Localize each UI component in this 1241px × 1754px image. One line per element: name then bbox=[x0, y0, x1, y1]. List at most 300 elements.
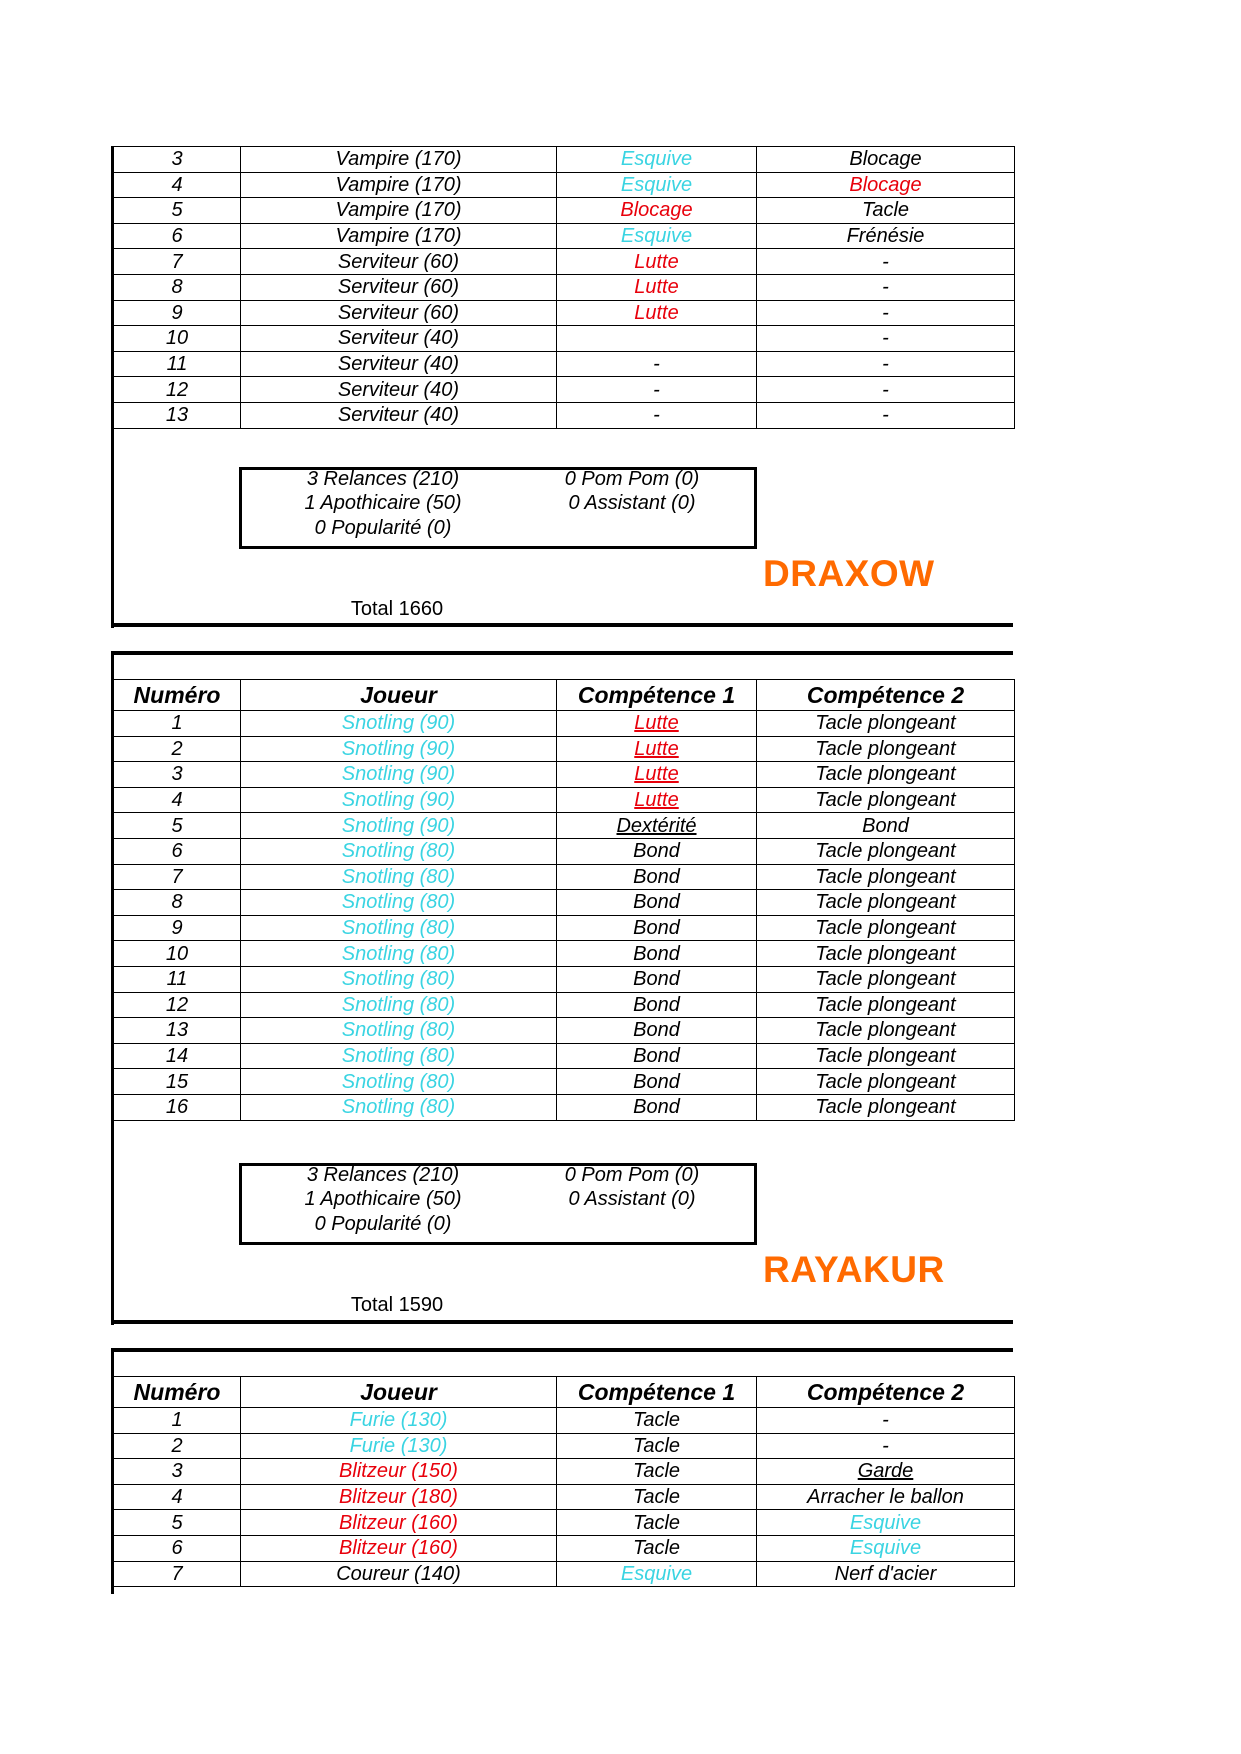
skill-1: Tacle bbox=[632, 1460, 681, 1483]
skill-1-cell bbox=[557, 172, 757, 198]
header-competence-2: Compétence 2 bbox=[757, 680, 1015, 711]
skill-1-cell bbox=[557, 198, 757, 224]
player-number-cell bbox=[113, 864, 241, 890]
skill-1-cell bbox=[557, 1561, 757, 1587]
skill-2: Garde bbox=[857, 1460, 914, 1483]
player-name-cell bbox=[241, 736, 557, 762]
table-row bbox=[113, 1043, 1015, 1069]
team-name: RAYAKUR bbox=[763, 1249, 945, 1290]
table-row bbox=[113, 890, 1015, 916]
skill-2: Tacle plongeant bbox=[815, 840, 956, 863]
skill-2: Tacle plongeant bbox=[815, 763, 956, 786]
player-number: 5 bbox=[171, 199, 183, 222]
skill-2-cell bbox=[757, 223, 1015, 249]
skill-1: Tacle bbox=[632, 1511, 681, 1534]
player-number-cell bbox=[113, 915, 241, 941]
staff-popularite: 0 Popularité (0) bbox=[314, 517, 452, 539]
skill-1: - bbox=[653, 404, 660, 427]
skill-1: Bond bbox=[633, 1096, 680, 1119]
player-number-cell bbox=[113, 1510, 241, 1536]
player-name: Snotling (80) bbox=[341, 942, 456, 965]
player-number-cell bbox=[113, 941, 241, 967]
player-name: Coureur (140) bbox=[336, 1562, 461, 1585]
skill-2: Tacle plongeant bbox=[815, 1070, 956, 1093]
skill-1-cell bbox=[557, 992, 757, 1018]
player-number: 8 bbox=[171, 276, 183, 299]
staff-assistant: 0 Assistant (0) bbox=[568, 1188, 696, 1210]
skill-2-cell bbox=[757, 762, 1015, 788]
player-number-cell bbox=[113, 966, 241, 992]
table-row bbox=[113, 711, 1015, 737]
player-number: 1 bbox=[171, 712, 183, 735]
table-row bbox=[113, 274, 1015, 300]
player-number: 12 bbox=[165, 993, 189, 1016]
table-row bbox=[113, 1018, 1015, 1044]
skill-1-cell bbox=[557, 1018, 757, 1044]
table-row bbox=[113, 1561, 1015, 1587]
player-number-cell bbox=[113, 249, 241, 275]
player-name-cell bbox=[241, 351, 557, 377]
player-name: Snotling (90) bbox=[341, 814, 456, 837]
player-number: 10 bbox=[165, 942, 189, 965]
player-number: 11 bbox=[166, 968, 188, 991]
player-name-cell bbox=[241, 864, 557, 890]
roster-table bbox=[111, 146, 1015, 429]
player-number-cell bbox=[113, 1433, 241, 1459]
skill-2-cell bbox=[757, 711, 1015, 737]
skill-2-cell bbox=[757, 864, 1015, 890]
skill-2-cell bbox=[757, 787, 1015, 813]
player-name-cell bbox=[241, 147, 557, 173]
skill-2-cell bbox=[757, 915, 1015, 941]
skill-1: Esquive bbox=[620, 1562, 693, 1585]
skill-1: Esquive bbox=[620, 148, 693, 171]
player-name: Blitzeur (180) bbox=[339, 1486, 458, 1509]
player-name-cell bbox=[241, 787, 557, 813]
skill-2-cell bbox=[757, 147, 1015, 173]
skill-1: Tacle bbox=[632, 1409, 681, 1432]
skill-1-cell bbox=[557, 1535, 757, 1561]
player-name: Serviteur (40) bbox=[337, 404, 460, 427]
player-name: Snotling (90) bbox=[341, 789, 456, 812]
player-name-cell bbox=[241, 1561, 557, 1587]
player-name: Serviteur (60) bbox=[337, 250, 460, 273]
player-name: Vampire (170) bbox=[335, 148, 462, 171]
player-name-cell bbox=[241, 1069, 557, 1095]
table-row bbox=[113, 326, 1015, 352]
player-number: 4 bbox=[171, 173, 183, 196]
table-row bbox=[113, 147, 1015, 173]
skill-1: Dextérité bbox=[616, 814, 697, 837]
skill-2: Tacle plongeant bbox=[815, 1096, 956, 1119]
skill-2-cell bbox=[757, 1510, 1015, 1536]
player-number: 5 bbox=[171, 1511, 183, 1534]
player-number-cell bbox=[113, 198, 241, 224]
table-row bbox=[113, 402, 1015, 428]
player-name: Serviteur (40) bbox=[337, 353, 460, 376]
table-row bbox=[113, 966, 1015, 992]
player-name: Snotling (80) bbox=[341, 1045, 456, 1068]
skill-1: Tacle bbox=[632, 1537, 681, 1560]
staff-assistant: 0 Assistant (0) bbox=[568, 492, 696, 514]
player-number-cell bbox=[113, 838, 241, 864]
staff-apothicaire: 1 Apothicaire (50) bbox=[304, 1188, 462, 1210]
section-top-border bbox=[111, 1348, 1013, 1352]
skill-1: Esquive bbox=[620, 225, 693, 248]
player-number-cell bbox=[113, 787, 241, 813]
player-name: Vampire (170) bbox=[335, 199, 462, 222]
player-number-cell bbox=[113, 377, 241, 403]
player-number-cell bbox=[113, 300, 241, 326]
table-row bbox=[113, 787, 1015, 813]
skill-1-cell bbox=[557, 300, 757, 326]
skill-2: Tacle plongeant bbox=[815, 891, 956, 914]
skill-2: - bbox=[882, 276, 889, 299]
player-name: Serviteur (40) bbox=[337, 378, 460, 401]
player-number: 13 bbox=[165, 1019, 189, 1042]
skill-1-cell bbox=[557, 966, 757, 992]
table-row bbox=[113, 1484, 1015, 1510]
player-number-cell bbox=[113, 992, 241, 1018]
staff-apothicaire: 1 Apothicaire (50) bbox=[304, 492, 462, 514]
player-name: Snotling (80) bbox=[341, 1019, 456, 1042]
player-name-cell bbox=[241, 1408, 557, 1434]
table-row bbox=[113, 172, 1015, 198]
table-row bbox=[113, 249, 1015, 275]
table-row bbox=[113, 992, 1015, 1018]
skill-2: - bbox=[882, 1409, 889, 1432]
skill-2-cell bbox=[757, 1535, 1015, 1561]
player-name: Snotling (80) bbox=[341, 865, 456, 888]
table-row bbox=[113, 1094, 1015, 1120]
skill-1: Bond bbox=[633, 891, 680, 914]
player-name: Snotling (80) bbox=[341, 1096, 456, 1119]
skill-2: Tacle bbox=[861, 199, 910, 222]
player-name: Snotling (80) bbox=[341, 891, 456, 914]
player-number: 6 bbox=[171, 1537, 183, 1560]
player-number: 11 bbox=[166, 353, 188, 376]
player-name-cell bbox=[241, 1018, 557, 1044]
table-row bbox=[113, 864, 1015, 890]
table-row bbox=[113, 736, 1015, 762]
skill-2-cell bbox=[757, 198, 1015, 224]
staff-pompom: 0 Pom Pom (0) bbox=[564, 468, 700, 490]
skill-2-cell bbox=[757, 736, 1015, 762]
skill-1-cell bbox=[557, 1484, 757, 1510]
player-number: 3 bbox=[171, 763, 183, 786]
skill-1-cell bbox=[557, 377, 757, 403]
skill-2: - bbox=[882, 404, 889, 427]
header-numero: Numéro bbox=[113, 680, 241, 711]
player-number: 2 bbox=[171, 737, 183, 760]
skill-2: Frénésie bbox=[846, 225, 925, 248]
team-name: DRAXOW bbox=[763, 553, 935, 594]
staff-box bbox=[239, 1163, 757, 1245]
skill-2-cell bbox=[757, 813, 1015, 839]
player-name-cell bbox=[241, 249, 557, 275]
section-bottom-border bbox=[111, 1320, 1013, 1324]
player-name-cell bbox=[241, 1510, 557, 1536]
section-top-border bbox=[111, 651, 1013, 655]
skill-2: Tacle plongeant bbox=[815, 712, 956, 735]
table-row bbox=[113, 762, 1015, 788]
skill-1-cell bbox=[557, 864, 757, 890]
player-number: 3 bbox=[171, 148, 183, 171]
skill-2-cell bbox=[757, 1433, 1015, 1459]
player-name: Snotling (80) bbox=[341, 840, 456, 863]
skill-2: Tacle plongeant bbox=[815, 865, 956, 888]
skill-1-cell bbox=[557, 762, 757, 788]
player-number-cell bbox=[113, 1069, 241, 1095]
table-row bbox=[113, 351, 1015, 377]
section-bottom-border bbox=[111, 623, 1013, 627]
skill-2-cell bbox=[757, 402, 1015, 428]
skill-1-cell bbox=[557, 274, 757, 300]
team-section-3 bbox=[111, 1348, 1013, 1594]
table-row bbox=[113, 300, 1015, 326]
skill-2-cell bbox=[757, 172, 1015, 198]
skill-2: - bbox=[882, 353, 889, 376]
skill-1-cell bbox=[557, 813, 757, 839]
team-section-draxow bbox=[111, 146, 1013, 628]
skill-1: Tacle bbox=[632, 1434, 681, 1457]
skill-1: Bond bbox=[633, 1019, 680, 1042]
player-number: 9 bbox=[171, 301, 183, 324]
skill-1-cell bbox=[557, 915, 757, 941]
skill-2-cell bbox=[757, 249, 1015, 275]
player-name: Vampire (170) bbox=[335, 173, 462, 196]
player-name-cell bbox=[241, 838, 557, 864]
player-name-cell bbox=[241, 326, 557, 352]
player-name-cell bbox=[241, 890, 557, 916]
player-name-cell bbox=[241, 711, 557, 737]
player-number: 4 bbox=[171, 789, 183, 812]
player-name: Snotling (90) bbox=[341, 712, 456, 735]
player-number: 15 bbox=[165, 1070, 189, 1093]
skill-2: Esquive bbox=[849, 1511, 922, 1534]
skill-2: Blocage bbox=[849, 148, 922, 171]
skill-1: Bond bbox=[633, 865, 680, 888]
header-competence-2: Compétence 2 bbox=[757, 1377, 1015, 1408]
team-total: Total 1590 bbox=[350, 1294, 444, 1316]
table-header-row bbox=[113, 680, 1015, 711]
skill-1-cell bbox=[557, 941, 757, 967]
skill-1: - bbox=[653, 378, 660, 401]
skill-1: Lutte bbox=[634, 789, 679, 812]
skill-2: - bbox=[882, 1434, 889, 1457]
team-section-rayakur bbox=[111, 651, 1013, 1325]
skill-2-cell bbox=[757, 1561, 1015, 1587]
skill-2-cell bbox=[757, 838, 1015, 864]
player-name-cell bbox=[241, 198, 557, 224]
skill-2-cell bbox=[757, 992, 1015, 1018]
skill-1: Bond bbox=[633, 840, 680, 863]
skill-2: Tacle plongeant bbox=[815, 737, 956, 760]
player-name-cell bbox=[241, 813, 557, 839]
skill-2-cell bbox=[757, 966, 1015, 992]
skill-2: Tacle plongeant bbox=[815, 1019, 956, 1042]
player-number-cell bbox=[113, 1459, 241, 1485]
skill-1-cell bbox=[557, 326, 757, 352]
player-name: Snotling (90) bbox=[341, 737, 456, 760]
player-name-cell bbox=[241, 941, 557, 967]
player-name: Furie (130) bbox=[349, 1434, 448, 1457]
skill-2-cell bbox=[757, 326, 1015, 352]
skill-1: Lutte bbox=[634, 250, 679, 273]
header-competence-1: Compétence 1 bbox=[557, 1377, 757, 1408]
skill-1: - bbox=[653, 353, 660, 376]
skill-1-cell bbox=[557, 711, 757, 737]
player-number-cell bbox=[113, 1408, 241, 1434]
table-row bbox=[113, 1408, 1015, 1434]
table-header-row bbox=[113, 1377, 1015, 1408]
skill-2: Nerf d'acier bbox=[834, 1562, 937, 1585]
player-number-cell bbox=[113, 762, 241, 788]
skill-2-cell bbox=[757, 1069, 1015, 1095]
roster-table bbox=[111, 679, 1015, 1121]
skill-1-cell bbox=[557, 736, 757, 762]
skill-1-cell bbox=[557, 402, 757, 428]
player-number-cell bbox=[113, 147, 241, 173]
player-number-cell bbox=[113, 402, 241, 428]
skill-2-cell bbox=[757, 351, 1015, 377]
table-row bbox=[113, 915, 1015, 941]
player-number: 1 bbox=[171, 1409, 183, 1432]
player-number-cell bbox=[113, 813, 241, 839]
player-number-cell bbox=[113, 736, 241, 762]
player-number-cell bbox=[113, 1094, 241, 1120]
staff-box bbox=[239, 467, 757, 549]
table-row bbox=[113, 198, 1015, 224]
skill-2: - bbox=[882, 327, 889, 350]
skill-2-cell bbox=[757, 274, 1015, 300]
skill-2: Bond bbox=[862, 814, 909, 837]
skill-1-cell bbox=[557, 787, 757, 813]
skill-1: Tacle bbox=[632, 1486, 681, 1509]
skill-1: Bond bbox=[633, 942, 680, 965]
skill-2: Tacle plongeant bbox=[815, 968, 956, 991]
player-name: Snotling (90) bbox=[341, 763, 456, 786]
skill-1-cell bbox=[557, 1069, 757, 1095]
skill-2-cell bbox=[757, 1484, 1015, 1510]
skill-1-cell bbox=[557, 1043, 757, 1069]
table-row bbox=[113, 1535, 1015, 1561]
player-name: Blitzeur (160) bbox=[339, 1537, 458, 1560]
skill-2: Blocage bbox=[849, 173, 922, 196]
table-row bbox=[113, 1069, 1015, 1095]
player-number: 5 bbox=[171, 814, 183, 837]
skill-1: Bond bbox=[633, 1045, 680, 1068]
player-name: Snotling (80) bbox=[341, 1070, 456, 1093]
player-name: Snotling (80) bbox=[341, 917, 456, 940]
player-name-cell bbox=[241, 915, 557, 941]
header-joueur: Joueur bbox=[241, 1377, 557, 1408]
skill-1-cell bbox=[557, 1510, 757, 1536]
header-joueur: Joueur bbox=[241, 680, 557, 711]
player-number-cell bbox=[113, 172, 241, 198]
skill-2: Arracher le ballon bbox=[807, 1486, 964, 1509]
table-row bbox=[113, 377, 1015, 403]
staff-pompom: 0 Pom Pom (0) bbox=[564, 1164, 700, 1186]
player-name: Vampire (170) bbox=[335, 225, 462, 248]
header-numero: Numéro bbox=[113, 1377, 241, 1408]
player-name: Furie (130) bbox=[349, 1409, 448, 1432]
player-number-cell bbox=[113, 1561, 241, 1587]
player-number: 9 bbox=[171, 917, 183, 940]
skill-1-cell bbox=[557, 249, 757, 275]
skill-1-cell bbox=[557, 1433, 757, 1459]
skill-1-cell bbox=[557, 1094, 757, 1120]
player-number: 14 bbox=[165, 1045, 189, 1068]
player-number: 6 bbox=[171, 840, 183, 863]
player-number-cell bbox=[113, 1018, 241, 1044]
player-number: 3 bbox=[171, 1460, 183, 1483]
player-name: Blitzeur (150) bbox=[339, 1460, 458, 1483]
player-name-cell bbox=[241, 300, 557, 326]
skill-1-cell bbox=[557, 147, 757, 173]
skill-1-cell bbox=[557, 1459, 757, 1485]
skill-1: Lutte bbox=[634, 276, 679, 299]
skill-2-cell bbox=[757, 890, 1015, 916]
player-name-cell bbox=[241, 762, 557, 788]
skill-2-cell bbox=[757, 1408, 1015, 1434]
player-name-cell bbox=[241, 1433, 557, 1459]
skill-1: Lutte bbox=[634, 712, 679, 735]
player-number-cell bbox=[113, 1043, 241, 1069]
staff-relances: 3 Relances (210) bbox=[306, 468, 460, 490]
player-name-cell bbox=[241, 992, 557, 1018]
skill-2: Tacle plongeant bbox=[815, 942, 956, 965]
skill-1-cell bbox=[557, 223, 757, 249]
skill-1-cell bbox=[557, 890, 757, 916]
player-number-cell bbox=[113, 711, 241, 737]
skill-1: Lutte bbox=[634, 737, 679, 760]
skill-1: Bond bbox=[633, 968, 680, 991]
player-name-cell bbox=[241, 223, 557, 249]
skill-1-cell bbox=[557, 351, 757, 377]
skill-1: Bond bbox=[633, 917, 680, 940]
skill-1-cell bbox=[557, 1408, 757, 1434]
skill-2: Tacle plongeant bbox=[815, 1045, 956, 1068]
skill-2: - bbox=[882, 250, 889, 273]
skill-1: Blocage bbox=[620, 199, 693, 222]
skill-2-cell bbox=[757, 1094, 1015, 1120]
player-number: 7 bbox=[171, 250, 183, 273]
staff-popularite: 0 Popularité (0) bbox=[314, 1213, 452, 1235]
roster-table bbox=[111, 1376, 1015, 1587]
player-name: Serviteur (60) bbox=[337, 276, 460, 299]
table-row bbox=[113, 838, 1015, 864]
player-number-cell bbox=[113, 274, 241, 300]
player-number: 6 bbox=[171, 225, 183, 248]
skill-1: Lutte bbox=[634, 763, 679, 786]
player-name-cell bbox=[241, 966, 557, 992]
player-name-cell bbox=[241, 1043, 557, 1069]
team-total: Total 1660 bbox=[350, 598, 444, 620]
player-name-cell bbox=[241, 274, 557, 300]
player-name: Serviteur (40) bbox=[337, 327, 460, 350]
skill-2: - bbox=[882, 378, 889, 401]
player-name-cell bbox=[241, 1459, 557, 1485]
player-number: 4 bbox=[171, 1486, 183, 1509]
skill-1: Bond bbox=[633, 1070, 680, 1093]
skill-2-cell bbox=[757, 377, 1015, 403]
player-number-cell bbox=[113, 1535, 241, 1561]
player-name: Blitzeur (160) bbox=[339, 1511, 458, 1534]
player-name: Snotling (80) bbox=[341, 968, 456, 991]
player-number-cell bbox=[113, 223, 241, 249]
skill-1: Bond bbox=[633, 993, 680, 1016]
